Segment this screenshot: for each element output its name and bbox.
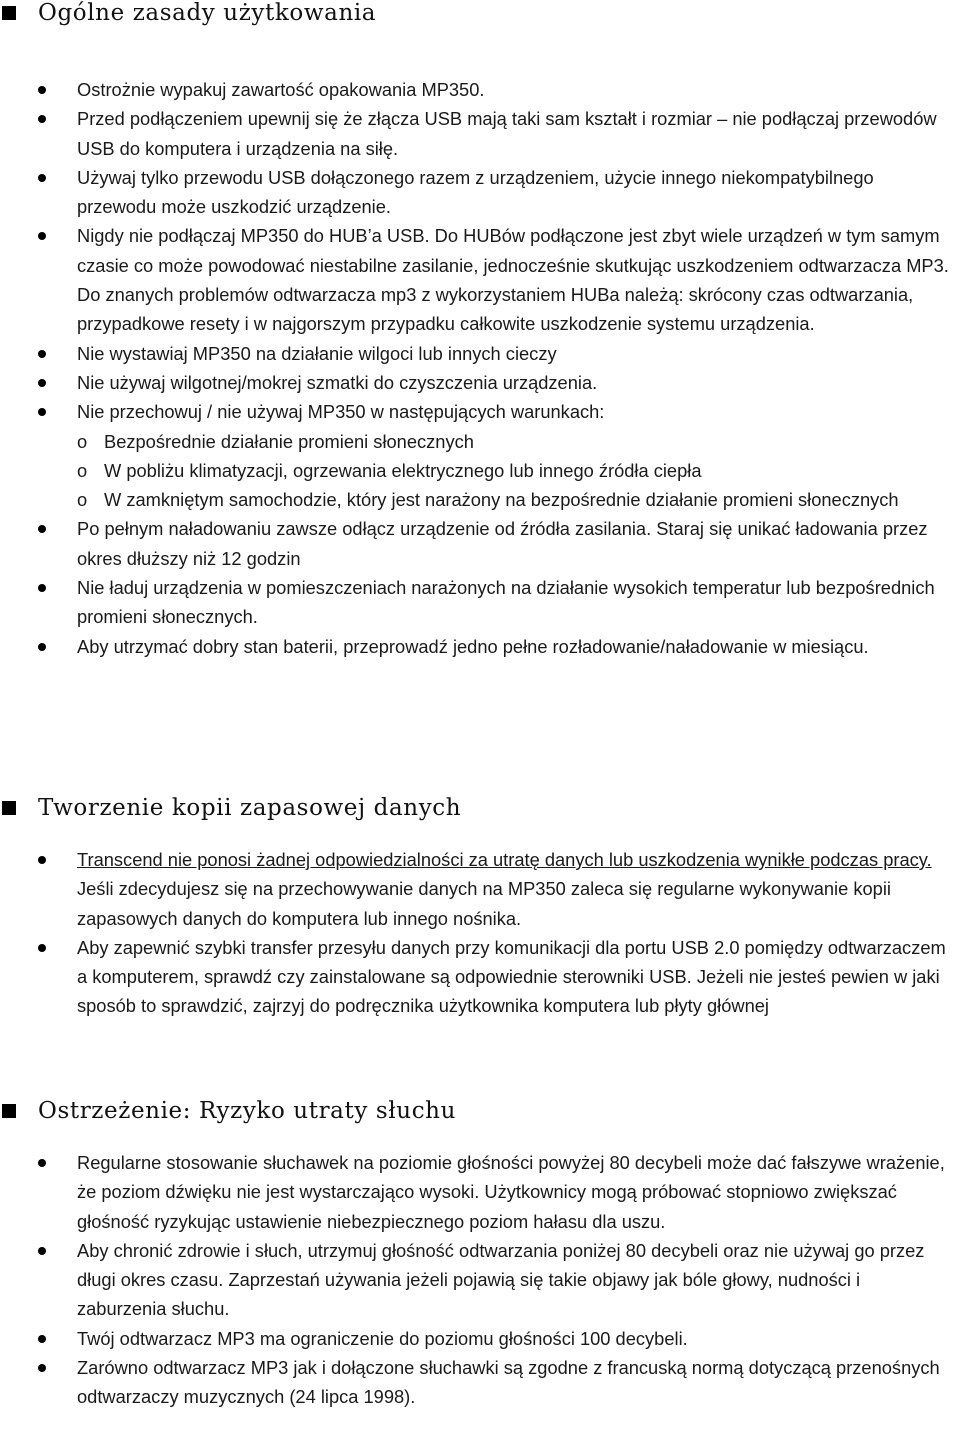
bullet-icon <box>38 86 46 94</box>
circle-marker: o <box>77 459 88 481</box>
list-item: Przed podłączeniem upewnij się że złącza USB mają taki sam kształt i rozmiar – nie podłączaj przewodów USB do komputera i urządzenia na siłę. <box>0 104 952 163</box>
list-item: Nie wystawiaj MP350 na działanie wilgoci lub innych cieczy <box>0 339 952 368</box>
bullet-icon <box>38 1335 46 1343</box>
list-item: Używaj tylko przewodu USB dołączonego razem z urządzeniem, użycie innego niekompatybilnego przewodu może uszkodzić urządzenie. <box>0 163 952 222</box>
bullet-icon <box>38 115 46 123</box>
list-item: Ostrożnie wypakuj zawartość opakowania MP350. <box>0 75 952 104</box>
bullet-icon <box>38 944 46 952</box>
circle-marker: o <box>77 430 88 452</box>
list-item: Regularne stosowanie słuchawek na poziomie głośności powyżej 80 decybeli może dać fałszywe wrażenie, że poziom dźwięku nie jest wystarczająco wysoki. Użytkownicy mogą próbować stopniowo zwiększać głośność ryzykując ustawienie niebezpiecznego poziom hałasu dla uszu. <box>0 1148 952 1236</box>
section-title: Ogólne zasady użytkowania <box>38 0 377 26</box>
backup-list <box>0 845 960 1021</box>
square-bullet-icon <box>2 801 16 815</box>
list-item: Nie używaj wilgotnej/mokrej szmatki do czyszczenia urządzenia. <box>0 368 952 397</box>
list-item-storage-conditions: Nie przechowuj / nie używaj MP350 w następujących warunkach: o Bezpośrednie działanie promieni słonecznych o W pobliżu klimatyzacji, ogrzewania elektrycznego lub innego źródła ciepła o W zamkniętym samochodzie, który jest narażony na bezpośrednie działanie promieni słonecznych <box>0 397 952 514</box>
bullet-icon <box>38 174 46 182</box>
square-bullet-icon <box>2 6 16 20</box>
bullet-icon <box>38 1159 46 1167</box>
bullet-icon <box>38 232 46 240</box>
bullet-icon <box>38 643 46 651</box>
sub-list-item: o W pobliżu klimatyzacji, ogrzewania elektrycznego lub innego źródła ciepła <box>77 456 952 485</box>
section-title: Tworzenie kopii zapasowej danych <box>38 795 462 821</box>
bullet-icon <box>38 1364 46 1372</box>
sub-list-item: o Bezpośrednie działanie promieni słonecznych <box>77 427 952 456</box>
list-item: Aby zapewnić szybki transfer przesyłu danych przy komunikacji dla portu USB 2.0 pomiędzy odtwarzaczem a komputerem, sprawdź czy zainstalowane są odpowiednie sterowniki USB. Jeżeli nie jesteś pewien w jaki sposób to sprawdzić, zajrzyj do podręcznika użytkownika komputera lub płyty głównej <box>0 933 952 1021</box>
section-title: Ostrzeżenie: Ryzyko utraty słuchu <box>38 1098 456 1124</box>
list-item: Twój odtwarzacz MP3 ma ograniczenie do poziomu głośności 100 decybeli. <box>0 1324 952 1353</box>
bullet-icon <box>38 856 46 864</box>
bullet-icon <box>38 584 46 592</box>
hearing-warning-list <box>0 1148 960 1412</box>
general-rules-list <box>0 75 960 661</box>
bullet-icon <box>38 379 46 387</box>
bullet-icon <box>38 1247 46 1255</box>
bullet-icon <box>38 525 46 533</box>
disclaimer-text: Transcend nie ponosi żadnej odpowiedzialności za utratę danych lub uszkodzenia wynikłe podczas pracy. <box>77 849 932 870</box>
list-item: Po pełnym naładowaniu zawsze odłącz urządzenie od źródła zasilania. Staraj się unikać ładowania przez okres dłuższy niż 12 godzin <box>0 514 952 573</box>
list-item: Aby chronić zdrowie i słuch, utrzymuj głośność odtwarzania poniżej 80 decybeli oraz nie używaj go przez długi okres czasu. Zaprzestań używania jeżeli pojawią się takie objawy jak bóle głowy, nudności i zaburzenia słuchu. <box>0 1236 952 1324</box>
bullet-icon <box>38 408 46 416</box>
bullet-icon <box>38 350 46 358</box>
list-item: Aby utrzymać dobry stan baterii, przeprowadź jedno pełne rozładowanie/naładowanie w miesiącu. <box>0 632 952 661</box>
sub-list-item: o W zamkniętym samochodzie, który jest narażony na bezpośrednie działanie promieni słonecznych <box>77 485 952 514</box>
list-item: Nie ładuj urządzenia w pomieszczeniach narażonych na działanie wysokich temperatur lub bezpośrednich promieni słonecznych. <box>0 573 952 632</box>
list-item: Transcend nie ponosi żadnej odpowiedzialności za utratę danych lub uszkodzenia wynikłe podczas pracy. Jeśli zdecydujesz się na przechowywanie danych na MP350 zaleca się regularne wykonywanie kopii zapasowych danych do komputera lub innego nośnika. <box>0 845 952 933</box>
circle-marker: o <box>77 489 88 511</box>
list-item: Nigdy nie podłączaj MP350 do HUB’a USB. Do HUBów podłączone jest zbyt wiele urządzeń w tym samym czasie co może powodować niestabilne zasilanie, jednocześnie skutkując uszkodzeniem odtwarzacza MP3. Do znanych problemów odtwarzacza mp3 z wykorzystaniem HUBa należą: skrócony czas odtwarzania, przypadkowe resety i w najgorszym przypadku całkowite uszkodzenie systemu urządzenia. <box>0 221 952 338</box>
list-item: Zarówno odtwarzacz MP3 jak i dołączone słuchawki są zgodne z francuską normą dotyczącą przenośnych odtwarzaczy muzycznych (24 lipca 1998). <box>0 1353 952 1412</box>
square-bullet-icon <box>2 1104 16 1118</box>
